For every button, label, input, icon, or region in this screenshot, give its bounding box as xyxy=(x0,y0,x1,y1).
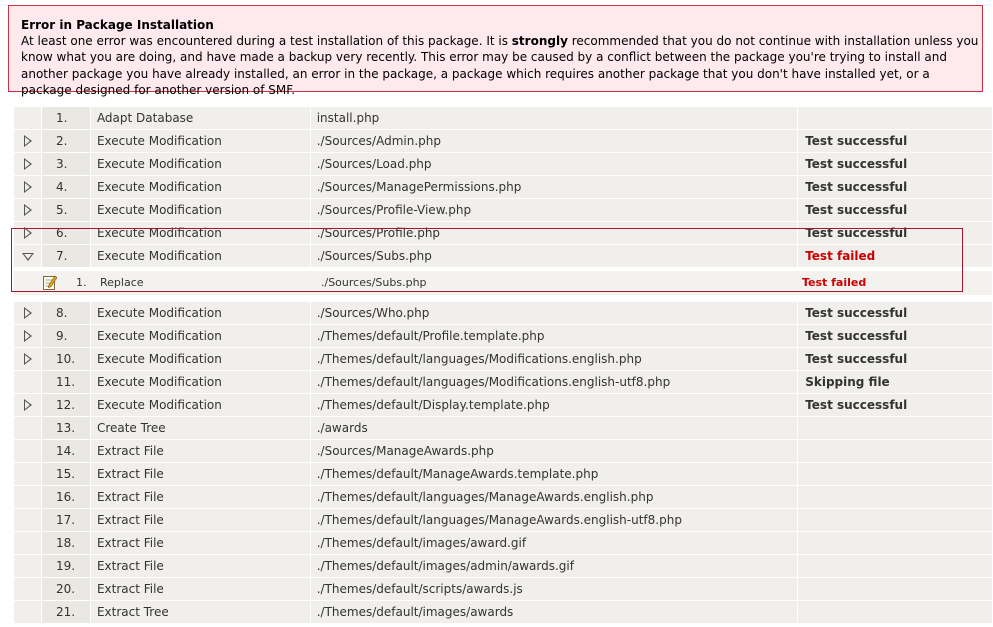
action-type: Execute Modification xyxy=(91,302,310,324)
action-status: Test successful xyxy=(798,394,992,416)
action-file: ./Sources/Who.php xyxy=(311,302,797,324)
action-file: ./Themes/default/scripts/awards.js xyxy=(311,578,797,600)
action-status xyxy=(798,463,992,485)
error-box xyxy=(8,5,983,97)
action-file: ./Sources/Profile.php xyxy=(311,222,797,244)
expander-cell[interactable] xyxy=(14,394,41,416)
action-number: 20. xyxy=(42,578,90,600)
expander-cell xyxy=(14,578,41,600)
table-row xyxy=(14,417,992,439)
action-type: Extract File xyxy=(91,532,310,554)
action-file: ./Themes/default/Display.template.php xyxy=(311,394,797,416)
action-number: 17. xyxy=(42,509,90,531)
action-status: Test successful xyxy=(798,302,992,324)
sub-action-row xyxy=(14,271,992,295)
action-number: 13. xyxy=(42,417,90,439)
table-row xyxy=(14,153,992,175)
action-status: Test successful xyxy=(798,199,992,221)
action-status: Test successful xyxy=(798,222,992,244)
expander-cell[interactable] xyxy=(14,302,41,324)
action-number: 9. xyxy=(42,325,90,347)
expander-cell xyxy=(14,417,41,439)
table-row xyxy=(14,107,992,129)
table-row xyxy=(14,578,992,600)
sub-action-number: 1. xyxy=(76,276,87,289)
action-number: 8. xyxy=(42,302,90,324)
expand-arrow-icon[interactable] xyxy=(24,135,32,147)
table-row xyxy=(14,130,992,152)
action-number: 21. xyxy=(42,601,90,623)
action-file: ./Sources/Admin.php xyxy=(311,130,797,152)
action-type: Execute Modification xyxy=(91,371,310,393)
action-status: Test successful xyxy=(798,325,992,347)
action-status: Test successful xyxy=(798,130,992,152)
table-row xyxy=(14,555,992,577)
action-number: 12. xyxy=(42,394,90,416)
error-text-before: At least one error was encountered during a test installation of this package. It is xyxy=(21,34,512,48)
action-type: Adapt Database xyxy=(91,107,310,129)
action-number: 16. xyxy=(42,486,90,508)
action-type: Extract File xyxy=(91,463,310,485)
expander-cell[interactable] xyxy=(14,153,41,175)
expand-arrow-icon[interactable] xyxy=(24,158,32,170)
action-type: Execute Modification xyxy=(91,394,310,416)
action-file: ./Sources/Load.php xyxy=(311,153,797,175)
expand-arrow-icon[interactable] xyxy=(24,307,32,319)
error-text-after: recommended that you do not continue with installation unless you know what you are doing, and have made a backup very recently. This error may be caused by a conflict between the package you're trying to install and another package you have already installed, an error in the package, a package which requires another package that you don't have installed yet, or a package designed for another version of SMF. xyxy=(21,34,979,97)
action-status: Test failed xyxy=(798,245,992,267)
expander-cell xyxy=(14,463,41,485)
action-number: 18. xyxy=(42,532,90,554)
action-number: 15. xyxy=(42,463,90,485)
expand-arrow-icon[interactable] xyxy=(24,399,32,411)
action-type: Extract Tree xyxy=(91,601,310,623)
expand-arrow-icon[interactable] xyxy=(24,330,32,342)
sub-action-name: Replace xyxy=(100,276,144,289)
action-file: ./Themes/default/images/awards xyxy=(311,601,797,623)
action-number: 11. xyxy=(42,371,90,393)
action-status xyxy=(798,107,992,129)
table-row xyxy=(14,325,992,347)
action-status xyxy=(798,440,992,462)
table-row xyxy=(14,463,992,485)
action-number: 7. xyxy=(42,245,90,267)
action-file: ./Sources/Profile-View.php xyxy=(311,199,797,221)
expander-cell xyxy=(14,532,41,554)
action-type: Extract File xyxy=(91,509,310,531)
table-row xyxy=(14,302,992,324)
action-number: 2. xyxy=(42,130,90,152)
action-type: Execute Modification xyxy=(91,153,310,175)
action-status: Skipping file xyxy=(798,371,992,393)
expander-cell xyxy=(14,555,41,577)
action-file: ./Sources/ManagePermissions.php xyxy=(311,176,797,198)
expander-cell xyxy=(14,486,41,508)
expander-cell[interactable] xyxy=(14,325,41,347)
edit-icon xyxy=(43,275,57,290)
action-number: 6. xyxy=(42,222,90,244)
action-number: 14. xyxy=(42,440,90,462)
action-status xyxy=(798,578,992,600)
expander-cell[interactable] xyxy=(14,348,41,370)
expander-cell[interactable] xyxy=(14,245,41,267)
expander-cell[interactable] xyxy=(14,176,41,198)
action-status: Test successful xyxy=(798,153,992,175)
table-row xyxy=(14,601,992,623)
sub-action-status: Test failed xyxy=(802,276,867,289)
action-type: Execute Modification xyxy=(91,348,310,370)
action-type: Execute Modification xyxy=(91,130,310,152)
action-type: Execute Modification xyxy=(91,199,310,221)
expander-cell xyxy=(14,601,41,623)
error-message xyxy=(21,33,979,98)
action-file: ./awards xyxy=(311,417,797,439)
action-status xyxy=(798,555,992,577)
table-row xyxy=(14,245,992,267)
action-file: ./Themes/default/languages/Modifications.english-utf8.php xyxy=(311,371,797,393)
table-row xyxy=(14,222,992,244)
action-type: Extract File xyxy=(91,486,310,508)
expand-arrow-icon[interactable] xyxy=(24,353,32,365)
expand-arrow-icon[interactable] xyxy=(24,227,32,239)
action-number: 3. xyxy=(42,153,90,175)
action-file: ./Themes/default/languages/ManageAwards.english.php xyxy=(311,486,797,508)
action-file: ./Sources/Subs.php xyxy=(311,245,797,267)
action-number: 1. xyxy=(42,107,90,129)
error-text-strong: strongly xyxy=(511,34,568,48)
action-file: ./Themes/default/Profile.template.php xyxy=(311,325,797,347)
action-status xyxy=(798,417,992,439)
action-type: Extract File xyxy=(91,555,310,577)
action-number: 4. xyxy=(42,176,90,198)
collapse-arrow-icon[interactable] xyxy=(22,253,34,261)
action-status xyxy=(798,486,992,508)
expand-arrow-icon[interactable] xyxy=(24,204,32,216)
table-row xyxy=(14,509,992,531)
action-type: Execute Modification xyxy=(91,222,310,244)
expander-cell xyxy=(14,371,41,393)
table-row xyxy=(14,532,992,554)
action-type: Execute Modification xyxy=(91,325,310,347)
action-number: 10. xyxy=(42,348,90,370)
action-file: ./Themes/default/ManageAwards.template.php xyxy=(311,463,797,485)
action-file: ./Themes/default/languages/ManageAwards.english-utf8.php xyxy=(311,509,797,531)
action-file: ./Themes/default/images/award.gif xyxy=(311,532,797,554)
action-type: Extract File xyxy=(91,440,310,462)
action-file: ./Sources/ManageAwards.php xyxy=(311,440,797,462)
action-status xyxy=(798,532,992,554)
action-type: Create Tree xyxy=(91,417,310,439)
action-file: install.php xyxy=(311,107,797,129)
expander-cell[interactable] xyxy=(14,222,41,244)
expander-cell[interactable] xyxy=(14,199,41,221)
action-status xyxy=(798,509,992,531)
expand-arrow-icon[interactable] xyxy=(24,181,32,193)
expander-cell xyxy=(14,440,41,462)
action-status: Test successful xyxy=(798,348,992,370)
table-row xyxy=(14,486,992,508)
expander-cell xyxy=(14,509,41,531)
action-type: Extract File xyxy=(91,578,310,600)
table-row xyxy=(14,440,992,462)
table-row xyxy=(14,394,992,416)
table-row xyxy=(14,371,992,393)
sub-action-file: ./Sources/Subs.php xyxy=(321,276,427,289)
action-file: ./Themes/default/images/admin/awards.gif xyxy=(311,555,797,577)
action-number: 5. xyxy=(42,199,90,221)
action-status xyxy=(798,601,992,623)
table-row xyxy=(14,176,992,198)
error-title: Error in Package Installation xyxy=(21,18,214,32)
table-row xyxy=(14,348,992,370)
action-number: 19. xyxy=(42,555,90,577)
expander-cell xyxy=(14,107,41,129)
action-type: Execute Modification xyxy=(91,245,310,267)
table-row xyxy=(14,199,992,221)
action-type: Execute Modification xyxy=(91,176,310,198)
action-file: ./Themes/default/languages/Modifications.english.php xyxy=(311,348,797,370)
expander-cell[interactable] xyxy=(14,130,41,152)
action-status: Test successful xyxy=(798,176,992,198)
